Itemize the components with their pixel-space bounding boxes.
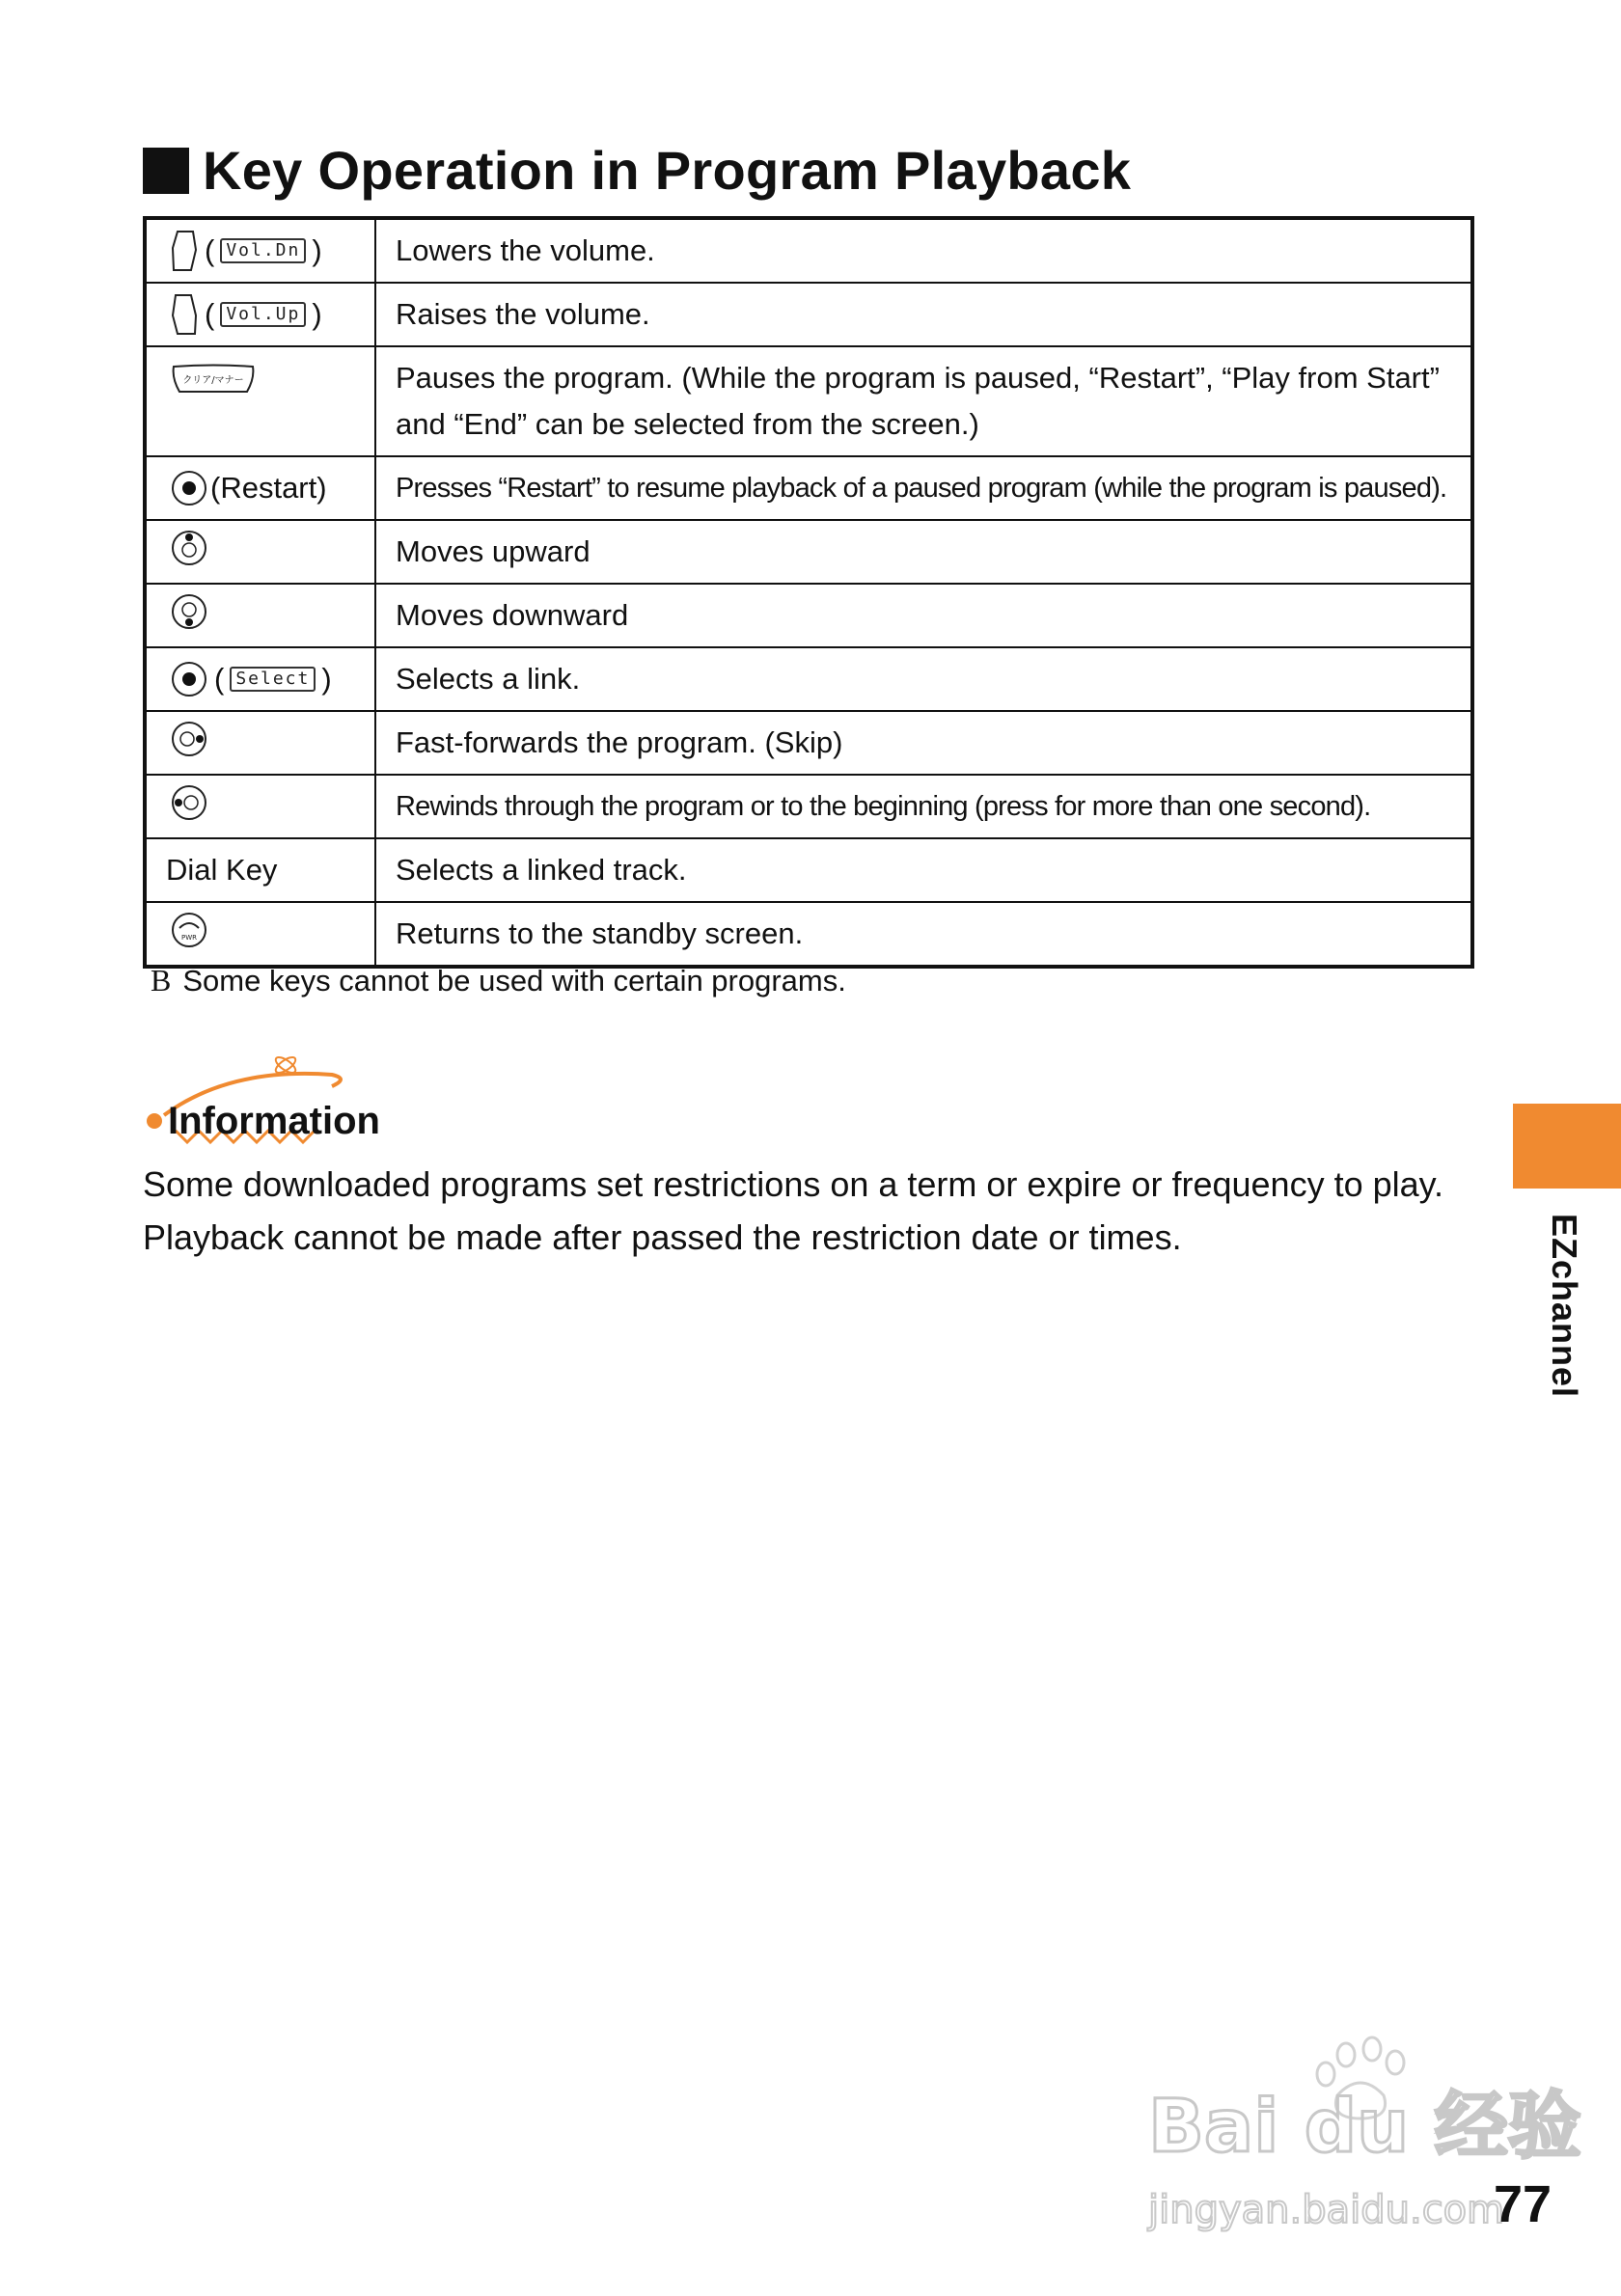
table-row [145,456,1472,520]
section-title [143,139,1131,202]
table-row [145,711,1472,775]
center-key-icon [170,660,208,698]
footnote [151,963,846,998]
row-description: Pauses the program. (While the program is paused, “Restart”, “Play from Start” and “End” can be selected from the screen.) [375,346,1472,456]
table-row: ( Vol.Up ) Raises the volume. [145,283,1472,346]
vol-dn-side-key-icon [170,229,199,273]
table-row [145,775,1472,838]
clear-manner-label: クリア/マナー [182,375,244,386]
table-row [145,520,1472,584]
chapter-tab [1513,1104,1621,1189]
nav-right-key-icon [170,720,208,758]
section-bullet-icon [143,148,189,194]
baidu-watermark-logo [1148,2036,1581,2232]
row-description: Lowers the volume. [375,218,1472,283]
row-description: Moves upward [375,520,1472,584]
information-title: Information [168,1100,380,1142]
row-description: Moves downward [375,584,1472,647]
vol-dn-label: Vol.Dn [220,238,306,263]
vol-up-label: Vol.Up [220,302,306,327]
key-operation-table [143,216,1474,969]
table-row: ( Select ) Selects a link. [145,647,1472,711]
row-description: Presses “Restart” to resume playback of a paused program (while the program is paused). [375,456,1472,520]
information-heading [143,1048,394,1144]
nav-left-key-icon [170,783,208,822]
watermark-brand: Bai du 经验 [1148,2083,1581,2169]
row-description: Rewinds through the program or to the beginning (press for more than one second). [375,775,1472,838]
clear-manner-key-icon [170,363,257,396]
restart-label: (Restart) [210,471,327,505]
select-label: Select [230,667,316,692]
vol-up-side-key-icon [170,292,199,337]
page-number: 77 [1494,2175,1552,2233]
row-description: Raises the volume. [375,283,1472,346]
nav-up-key-icon [170,529,208,567]
row-description: Selects a link. [375,647,1472,711]
dial-key-label: Dial Key [166,853,278,887]
footnote-marker: B [151,963,172,998]
center-key-icon [170,469,208,507]
table-row [145,838,1472,902]
power-end-key-icon [170,911,208,949]
information-text: Some downloaded programs set restrictions on a term or expire or frequency to play. Playback cannot be made after passed the restriction date or times. [143,1164,1443,1257]
chapter-label: EZchannel [1545,1214,1584,1399]
nav-down-key-icon [170,592,208,631]
power-key-label: PWR [180,934,198,942]
footnote-text: Some keys cannot be used with certain programs. [182,964,846,998]
table-row [145,346,1472,456]
table-row: ( Vol.Dn ) Lowers the volume. [145,218,1472,283]
watermark [1148,2036,1581,2233]
row-description: Fast-forwards the program. (Skip) [375,711,1472,775]
row-description: Selects a linked track. [375,838,1472,902]
section-title-text: Key Operation in Program Playback [203,140,1132,201]
table-row [145,902,1472,967]
row-description: Returns to the standby screen. [375,902,1472,967]
watermark-url: jingyan.baidu.com [1148,2188,1505,2232]
table-row [145,584,1472,647]
